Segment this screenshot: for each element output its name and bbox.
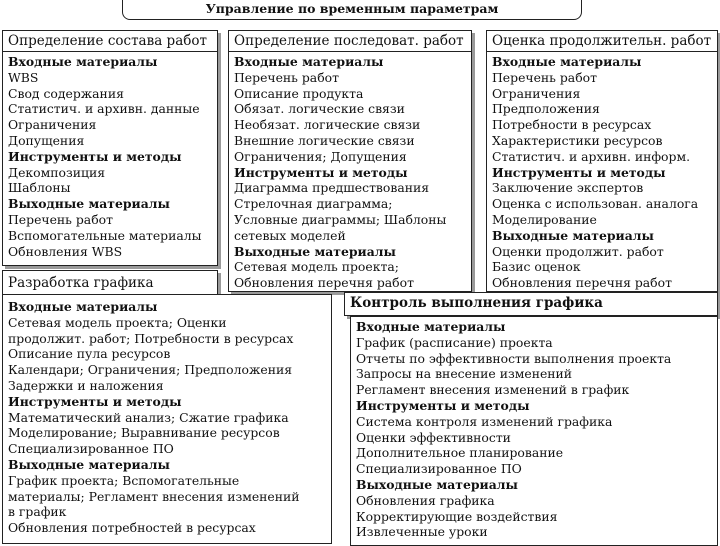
list-item: Условные диаграммы; Шаблоны	[234, 211, 447, 227]
box-duration-estimating-header: Оценка продолжительн. работ	[487, 31, 717, 52]
list-item: Статистич. и архивн. информ.	[492, 148, 691, 164]
box-schedule-control-lines	[351, 317, 717, 540]
list-item: Обновления графика	[356, 492, 495, 508]
list-item: Оценка с использован. аналога	[492, 196, 699, 212]
list-item: Регламент внесения изменений в график	[356, 382, 630, 398]
section-heading: Выходные материалы	[8, 196, 170, 212]
box-activity-definition-lines	[3, 52, 217, 259]
list-item: Обновления перечня работ	[234, 275, 414, 291]
box-duration-estimating-lines	[487, 52, 717, 291]
list-item: Вспомогательные материалы	[8, 227, 202, 243]
list-item: Перечень работ	[492, 69, 597, 85]
list-item: График (расписание) проекта	[356, 334, 553, 350]
box-schedule-development-header-box	[2, 270, 218, 296]
list-item: Допущения	[8, 132, 85, 148]
list-item: Моделирование	[492, 211, 597, 227]
page-title: Управление по временным параметрам	[205, 1, 499, 16]
list-item: Предположения	[492, 101, 600, 117]
section-heading: Инструменты и методы	[8, 148, 182, 164]
section-heading: Инструменты и методы	[492, 164, 666, 180]
section-heading: Инструменты и методы	[8, 393, 182, 409]
box-activity-sequencing	[228, 30, 472, 292]
list-item: материалы; Регламент внесения изменений	[8, 488, 300, 504]
box-duration-estimating	[486, 30, 718, 292]
list-item: Моделирование; Выравнивание ресурсов	[8, 425, 280, 441]
list-item: Сетевая модель проекта; Оценки	[8, 314, 227, 330]
box-activity-sequencing-header: Определение последоват. работ	[229, 31, 471, 52]
list-item: Потребности в ресурсах	[492, 117, 652, 133]
list-item: Перечень работ	[234, 69, 339, 85]
section-heading: Выходные материалы	[8, 456, 170, 472]
list-item: продолжит. работ; Потребности в ресурсах	[8, 330, 294, 346]
list-item: Система контроля изменений графика	[356, 413, 613, 429]
section-heading: Входные материалы	[8, 54, 158, 69]
list-item: Обязат. логические связи	[234, 101, 405, 117]
box-activity-definition-header: Определение состава работ	[3, 31, 217, 52]
list-item: Перечень работ	[8, 211, 113, 227]
list-item: Стрелочная диаграмма;	[234, 196, 393, 212]
list-item: Базис оценок	[492, 259, 581, 275]
section-heading: Инструменты и методы	[234, 164, 408, 180]
list-item: Диаграмма предшествования	[234, 180, 430, 196]
list-item: Внешние логические связи	[234, 132, 415, 148]
box-schedule-control-header-box	[344, 292, 718, 316]
list-item: в график	[8, 504, 67, 520]
list-item: Запросы на внесение изменений	[356, 366, 573, 382]
box-schedule-development-header: Разработка графика	[8, 275, 154, 291]
list-item: Математический анализ; Сжатие графика	[8, 409, 289, 425]
list-item: Корректирующие воздействия	[356, 508, 558, 524]
list-item: Шаблоны	[8, 180, 71, 196]
list-item: Свод содержания	[8, 85, 124, 101]
list-item: сетевых моделей	[234, 227, 346, 243]
list-item: Календари; Ограничения; Предположения	[8, 362, 293, 378]
list-item: Оценки продолжит. работ	[492, 243, 664, 259]
section-heading: Инструменты и методы	[356, 397, 530, 413]
section-heading: Выходные материалы	[234, 243, 396, 259]
list-item: Необязат. логические связи	[234, 117, 421, 133]
list-item: Статистич. и архивн. данные	[8, 101, 200, 117]
box-schedule-control	[350, 316, 718, 546]
list-item: Описание продукта	[234, 85, 364, 101]
list-item: Отчеты по эффективности выполнения проекта	[356, 350, 672, 366]
section-heading: Входные материалы	[356, 319, 506, 334]
list-item: Задержки и наложения	[8, 377, 164, 393]
section-heading: Входные материалы	[234, 54, 384, 69]
list-item: Обновления WBS	[8, 243, 123, 259]
list-item: Ограничения	[492, 85, 581, 101]
box-schedule-control-header: Контроль выполнения графика	[350, 295, 603, 311]
section-heading: Входные материалы	[8, 299, 158, 314]
box-activity-sequencing-lines	[229, 52, 471, 291]
list-item: Специализированное ПО	[356, 461, 522, 477]
list-item: График проекта; Вспомогательные	[8, 472, 240, 488]
list-item: Специализированное ПО	[8, 441, 174, 457]
page-title-box	[122, 0, 582, 20]
section-heading: Входные материалы	[492, 54, 642, 69]
list-item: Ограничения	[8, 117, 97, 133]
box-schedule-development-lines	[3, 295, 331, 536]
list-item: Описание пула ресурсов	[8, 346, 171, 362]
section-heading: Выходные материалы	[356, 476, 518, 492]
list-item: WBS	[8, 69, 39, 85]
section-heading: Выходные материалы	[492, 227, 654, 243]
list-item: Обновления перечня работ	[492, 275, 672, 291]
list-item: Характеристики ресурсов	[492, 132, 663, 148]
box-activity-definition	[2, 30, 218, 266]
list-item: Ограничения; Допущения	[234, 148, 407, 164]
list-item: Обновления потребностей в ресурсах	[8, 520, 256, 536]
box-schedule-development	[2, 294, 332, 544]
list-item: Декомпозиция	[8, 164, 106, 180]
list-item: Заключение экспертов	[492, 180, 644, 196]
list-item: Извлеченные уроки	[356, 524, 488, 540]
list-item: Дополнительное планирование	[356, 445, 564, 461]
list-item: Оценки эффективности	[356, 429, 511, 445]
list-item: Сетевая модель проекта;	[234, 259, 399, 275]
